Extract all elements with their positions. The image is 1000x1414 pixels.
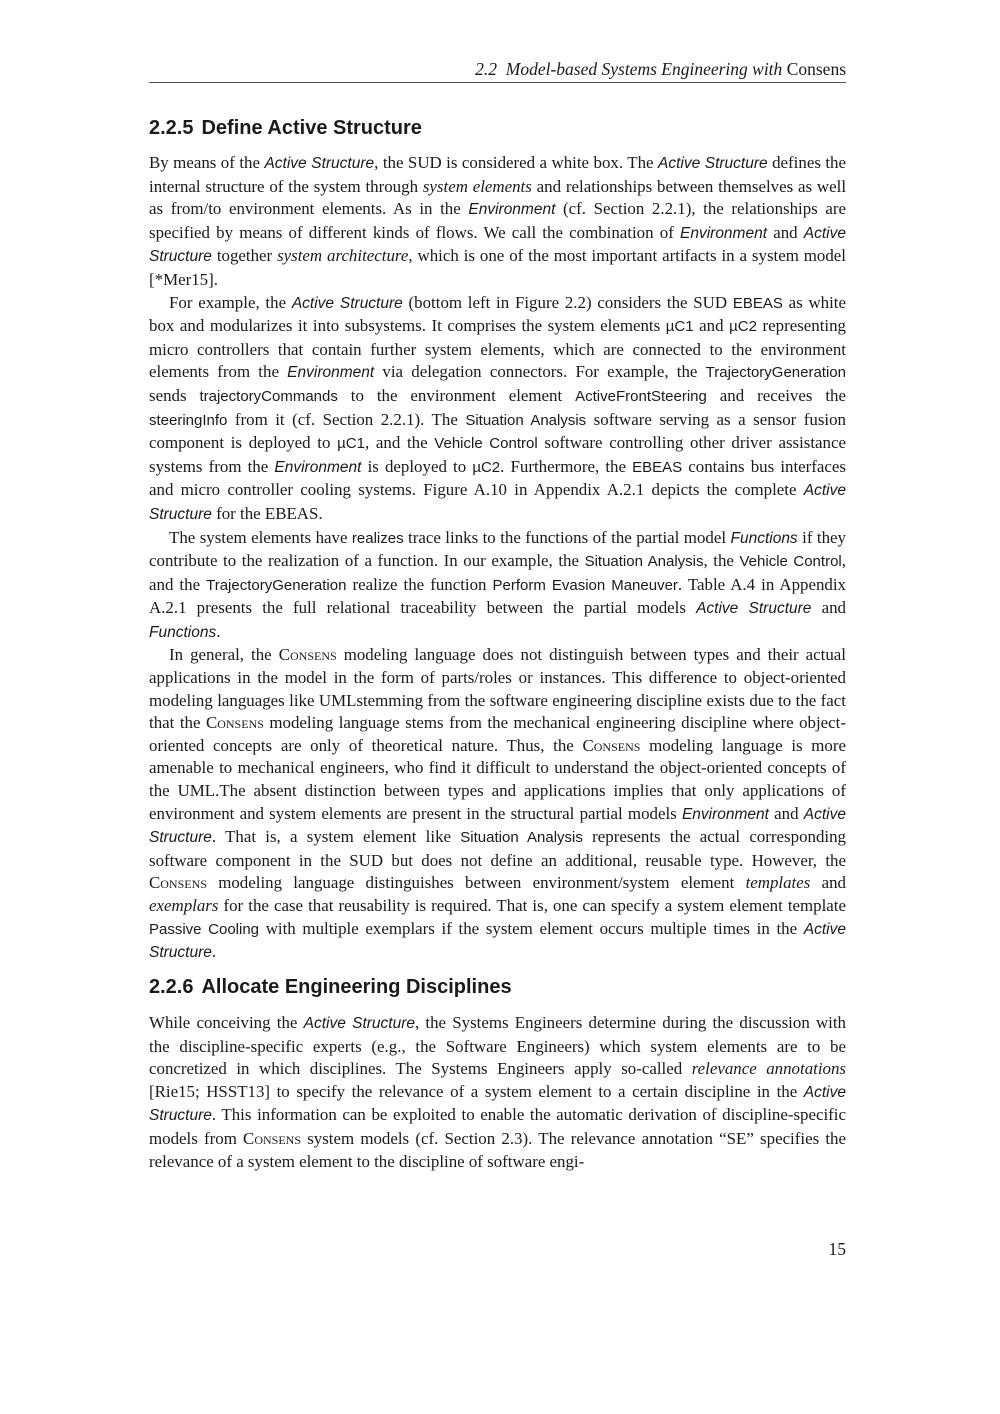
term: Environment [274, 458, 362, 476]
model-element: Perform Evasion Maneuver [492, 576, 678, 594]
term: Environment [287, 364, 375, 382]
term: Environment [680, 224, 768, 242]
paragraph: While conceiving the Active Structure, the Systems Engineers determine during the discussion with the discipline-specific experts (e.g., the Software Engineers) which system elements are to be concretized in which disciplines. The Systems Engineers apply so-called relevance annotations [Rie15; HSST13] to specify the relevance of a system element to a certain discipline in the Active Structure. This information can be exploited to enable the automatic derivation of discipline-specific models from Consens system models (cf. Section 2.3). The relevance annotation “SE” specifies the relevance of a system element to the discipline of software engi- [149, 1013, 846, 1171]
brand-name: Consens [582, 735, 641, 755]
term: Active Structure [149, 482, 846, 523]
emphasis: exemplars [149, 896, 219, 915]
model-element: Vehicle Control [434, 435, 538, 453]
term: Active Structure [149, 224, 846, 266]
model-element: ActiveFrontSteering [575, 387, 707, 405]
model-element: Situation Analysis [460, 829, 583, 847]
term: Active Structure [291, 294, 403, 312]
paragraph: By means of the Active Structure, the SUD is considered a white box. The Active Structure defines the internal structure of the system through system elements and relationships between themselves as well as from/to environment elements. As in the Environment (cf. Section 2.2.1), the relationships are specified by means of different kinds of flows. We call the combination of Environment and Active Structure together system architecture, which is one of the most important artifacts in a system model [*Mer15]. [149, 153, 847, 289]
term: Active Structure [149, 805, 846, 847]
model-element: realizes [351, 529, 404, 547]
running-header [149, 58, 846, 80]
model-element: Passive Cooling [149, 920, 260, 938]
term: Active Structure [696, 600, 812, 618]
brand-name: Consens [205, 713, 264, 733]
emphasis: templates [745, 873, 811, 893]
model-element: trajectoryCommands [199, 387, 338, 405]
term: Active Structure [149, 920, 846, 962]
model-element: µC2 [472, 458, 501, 476]
emphasis: relevance annotations [691, 1059, 846, 1079]
section-number: 2.2.5 [149, 117, 194, 139]
term: Active Structure [149, 1083, 846, 1125]
running-header-title: Model-based Systems Engineering with [505, 59, 783, 79]
brand-name: Consens [278, 645, 337, 665]
term: Active Structure [303, 1015, 415, 1032]
page-number: 15 [828, 1239, 846, 1259]
model-element: steeringInfo [149, 411, 228, 429]
model-element: TrajectoryGeneration [705, 364, 846, 382]
brand-name: Consens [149, 873, 207, 893]
section-2-2-5-body [149, 152, 846, 965]
term: Active Structure [264, 155, 375, 172]
term: Active Structure [657, 155, 768, 172]
header-rule [149, 82, 846, 83]
emphasis: system architecture [277, 246, 409, 266]
term: Environment [681, 805, 769, 823]
brand-name: Consens [243, 1128, 301, 1148]
model-element: Situation Analysis [584, 553, 704, 571]
running-header-section-number: 2.2 [475, 59, 497, 79]
emphasis: system elements [422, 176, 532, 196]
model-element: µC2 [729, 318, 757, 336]
paragraph: The system elements have realizes trace links to the functions of the partial model Functions if they contribute to the realization of a function. In our example, the Situation Analysis, the Vehicle Control, and the TrajectoryGeneration realize the function Perform Evasion Maneuver. Table A.4 in Appendix A.2.1 presents the full relational traceability between the partial models Active Structure and Functions. [149, 527, 846, 641]
model-element: EBEAS [732, 294, 783, 312]
paragraph: In general, the Consens modeling language does not distinguish between types and their actual applications in the model in the form of parts/roles or instances. This difference to object-oriented modeling languages like UMLstemming from the software engineering discipline exists due to the fact that the Consens modeling language stems from the mechanical engineering discipline where object-oriented concepts are only of theoretical nature. Thus, the Consens modeling language is more amenable to mechanical engineers, who find it difficult to understand the object-oriented concepts of the UML.The absent distinction between types and applications implies that only applications of environment and system elements are present in the structural partial models Environment and Active Structure. That is, a system element like Situation Analysis represents the actual corresponding software component in the SUD but does not define an additional, reusable type. However, the Consens modeling language distinguishes between environment/system element templates and exemplars for the case that reusability is required. That is, one can specify a system element template Passive Cooling with multiple exemplars if the system element occurs multiple times in the Active Structure. [149, 645, 846, 962]
section-title: Define Active Structure [201, 117, 422, 139]
section-heading-2-2-6 [149, 974, 512, 1000]
term: Environment [468, 201, 556, 219]
model-element: µC1 [665, 318, 694, 336]
running-header-brand: Consens [786, 59, 846, 79]
model-element: µC1 [337, 435, 365, 453]
paragraph: For example, the Active Structure (bottom left in Figure 2.2) considers the SUD EBEAS as white box and modularizes it into subsystems. It comprises the system elements µC1 and µC2 representing micro controllers that contain further system elements, which are connected to the environment elements from the Environment via delegation connectors. For example, the TrajectoryGeneration sends trajectoryCommands to the environment element ActiveFrontSteering and receives the steeringInfo from it (cf. Section 2.2.1). The Situation Analysis software serving as a sensor fusion component is deployed to µC1, and the Vehicle Control software controlling other driver assistance systems from the Environment is deployed to µC2. Furthermore, the EBEAS contains bus interfaces and micro controller cooling systems. Figure A.10 in Appendix A.2.1 depicts the complete Active Structure for the EBEAS. [149, 292, 847, 523]
model-element: TrajectoryGeneration [206, 576, 347, 594]
model-element: EBEAS [632, 458, 683, 476]
model-element: Vehicle Control [739, 553, 842, 571]
section-2-2-6-body [149, 1012, 846, 1173]
model-element: Situation Analysis [465, 411, 587, 429]
term: Functions [730, 529, 798, 547]
section-heading-2-2-5 [149, 115, 422, 141]
term: Functions [149, 623, 217, 641]
section-number: 2.2.6 [149, 976, 194, 998]
section-title: Allocate Engineering Disciplines [201, 976, 512, 998]
